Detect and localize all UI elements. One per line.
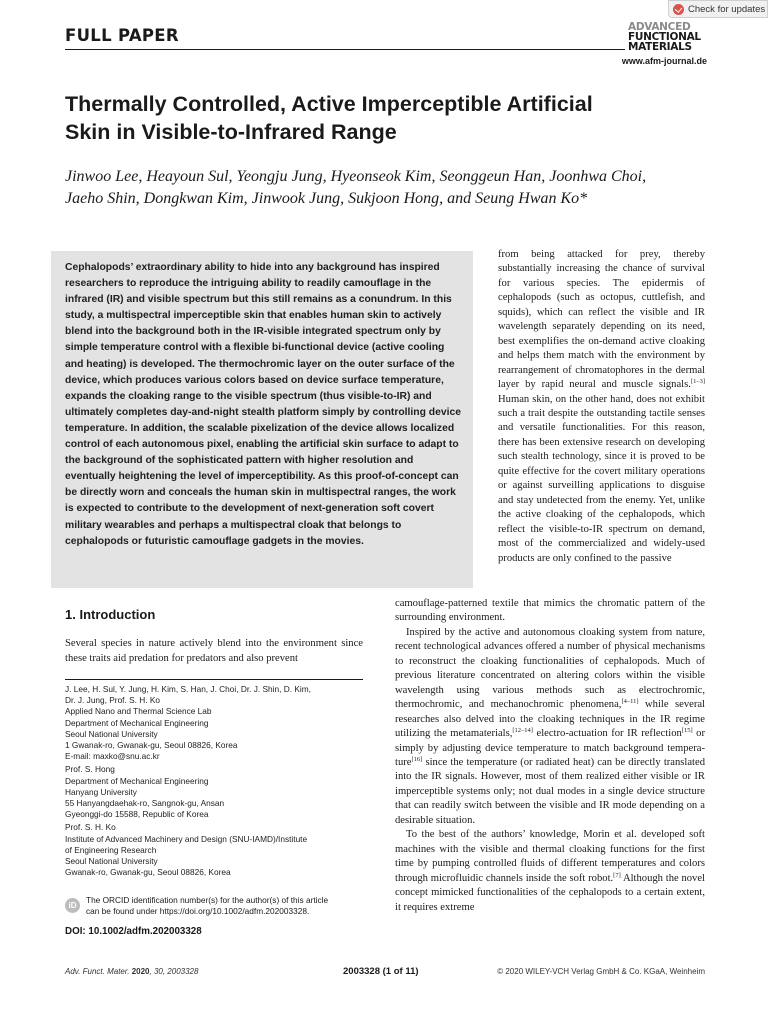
affiliation-line: Prof. S. Hong [65, 764, 115, 775]
affiliation-divider [65, 679, 363, 680]
orcid-line-2[interactable]: can be found under https://doi.org/10.1002/adfm.202003328. [86, 906, 310, 916]
citation-ref[interactable]: [12–14] [512, 727, 533, 735]
orcid-note [65, 895, 385, 917]
citation-ref[interactable]: [7] [613, 871, 621, 879]
right-column-top [498, 248, 705, 566]
authors-line-2: Jaeho Shin, Dongkwan Kim, Jinwook Jung, Sukjoon Hong, and Seung Hwan Ko* [65, 190, 588, 207]
section-label: FULL PAPER [65, 26, 179, 45]
author-list [65, 166, 725, 210]
citation-ref[interactable]: [1–3] [690, 378, 705, 386]
footer-journal: Adv. Funct. Mater. [65, 967, 130, 976]
authors-line-1: Jinwoo Lee, Heayoun Sul, Yeongju Jung, Hyeonseok Kim, Seonggeun Han, Joonhwa Choi, [65, 168, 647, 185]
affiliation-block-3 [65, 822, 375, 878]
title-line-2: Skin in Visible-to-Infrared Range [65, 120, 397, 144]
header-divider [65, 49, 625, 50]
affiliation-block-1 [65, 684, 375, 762]
footer-year: 2020 [131, 967, 150, 976]
affiliation-line: J. Lee, H. Sul, Y. Jung, H. Kim, S. Han, J. Choi, Dr. J. Shin, D. Kim, [65, 684, 311, 694]
body-paragraph [498, 248, 705, 566]
affiliation-line: Prof. S. H. Ko [65, 822, 116, 833]
affiliation-line: Hanyang University [65, 786, 137, 797]
body-paragraph [395, 828, 705, 915]
intro-paragraph: Several species in nature actively blend into the environment since these traits aid predation for predators and also prevent [65, 638, 363, 664]
text-run: since the temperature (or radiated heat) can be directly translated into the IR signals. However, most of them realized either visible or IR imperceptible systems only; not dual modes in a single device structure that can readily switch between the visible and IR mode depending on a desirable situation. [395, 756, 705, 826]
title-line-1: Thermally Controlled, Active Imperceptible Artificial [65, 92, 593, 116]
affiliations [65, 684, 375, 880]
footer-copyright: © 2020 WILEY-VCH Verlag GmbH & Co. KGaA, Weinheim [497, 967, 705, 976]
abstract-text: Cephalopods’ extraordinary ability to hide into any background has inspired researchers to reproduce the intriguing ability to readily camouflage in the infrared (IR) and visible spectrum but this still remains as a conundrum. In this study, a multispectral imperceptible skin that enables human skin to actively blend into the background both in the IR-visible integrated spectrum only by simple temperature control with a flexible bi-functional device (active cooling and heating) is developed. The thermochromic layer on the outer surface of the device, which produces various colors based on device surface temperature, expands the cloaking range to the visible spectrum (thus visible-to-IR) and ultimately completes day-and-night stealth platform simply by controlling device temperature. In addition, the scalable pixelization of the device allows localized control of each autonomous pixel, enabling the artificial skin surface to adapt to the background of the sophisticated pattern with higher resolution and eventually heightening the level of imperceptibility. As this proof-of-concept can be directly worn and conceals the human skin in multispectral ranges, the work is expected to contribute to the development of next-generation soft covert military wearables and perhaps a multispectral cloak that belongs to cephalopods or futuristic camouflage gadgets in the movies. [65, 262, 462, 547]
orcid-text [86, 895, 328, 917]
logo-line-1: ADVANCED [628, 21, 691, 33]
affiliation-line: Seoul National University [65, 856, 158, 867]
affiliation-line: Institute of Advanced Machinery and Design (SNU-IAMD)/Institute [65, 833, 308, 844]
affiliation-line: Dr. J. Jung, Prof. S. H. Ko [65, 695, 160, 706]
affiliation-line: Gyeonggi-do 15588, Republic of Korea [65, 809, 209, 820]
text-run: To the best of the authors’ knowledge, Morin et al. developed soft machines with the visible and thermal cloaking functions for the first time by pumping controlled fluids of different temperatures and colors through microfluidic channels inside the soft robot. [395, 829, 705, 884]
citation-ref[interactable]: [16] [411, 755, 423, 763]
affiliation-line: Seoul National University [65, 728, 158, 739]
affiliation-line: Department of Mechanical Engineering [65, 775, 209, 786]
footer-page-number: 2003328 (1 of 11) [343, 966, 419, 977]
footer-volume: , 30, 2003328 [149, 967, 199, 976]
email-link[interactable]: E-mail: maxko@snu.ac.kr [65, 751, 160, 762]
check-updates-label: Check for updates [688, 3, 766, 15]
logo-line-2: FUNCTIONAL [628, 31, 701, 43]
footer-citation [65, 967, 198, 976]
doi-link[interactable]: DOI: 10.1002/adfm.202003328 [65, 926, 202, 937]
affiliation-line: 55 Hanyangdaehak-ro, Sangnok-gu, Ansan [65, 798, 225, 809]
affiliation-line: of Engineering Research [65, 844, 157, 855]
orcid-line-1: The ORCID identification number(s) for the author(s) of this article [86, 895, 329, 905]
right-column-bottom [395, 597, 705, 915]
logo-line-3: MATERIALS [628, 41, 692, 53]
text-run: from being attacked for prey, thereby substantially increasing the chance of survival for various species. The epidermis of cephalopods (such as octopus, cuttlefish, and squids), which can reflect the visible and IR wavelength separately depending on its need, best exemplifies the on-demand active cloaking and helps them match with the environment by rearrangement of chromatophores in the dermal layer by rapid neural and muscle signals. [498, 249, 705, 391]
body-paragraph [395, 626, 705, 828]
text-run: Human skin, on the other hand, does not exhibit such a trait despite the outstanding tactile senses and versatile functionalities. For this reason, there has been extensive research on developing such stealth technology, since it is proved to be quite effective for the covert military operations or against surveilling applications to disguise and stay undetected from the enemy. Yet, unlike the active cloaking of the cephalopods, which reflect the visible-to-IR spectrum on demand, most of the commercialized and widely-used products are only confined to the passive [498, 393, 705, 564]
affiliation-block-2 [65, 764, 375, 820]
text-run: Inspired by the active and autonomous cloaking system from nature, recent technological advances offered a number of physical mechanisms to reconstruct the cloaking functionalities of cephalopods. Much of previous literature concentrated on altering colors within the visible wavelength using various methods such as electrochromic, thermochromic, and mechanochromic phenomena, [395, 626, 705, 711]
check-for-updates-button[interactable] [668, 0, 768, 18]
affiliation-line: Applied Nano and Thermal Science Lab [65, 706, 212, 717]
text-run: while several researches also delved into the cloaking techniques in the IR regime utilizing the metamaterials, [395, 699, 705, 740]
orcid-icon: iD [65, 898, 80, 913]
paper-title [65, 90, 705, 146]
citation-ref[interactable]: [4–11] [621, 698, 639, 706]
text-run: electro-actuation for IR reflection [532, 728, 682, 740]
intro-heading: 1. Introduction [65, 607, 156, 622]
check-updates-icon [673, 4, 684, 15]
text-run: Although the novel concept mimicked functionalities of the cephalopods to a certain extent, it requires extreme [395, 872, 705, 913]
body-paragraph: camouflage-patterned textile that mimics the chromatic pattern of the surrounding environment. [395, 598, 705, 624]
text-run: or simply by adjusting device temperature to match background temperature [395, 728, 705, 768]
affiliation-line: 1 Gwanak-ro, Gwanak-gu, Seoul 08826, Korea [65, 740, 238, 751]
journal-url-link[interactable]: www.afm-journal.de [621, 56, 707, 66]
abstract-box [51, 251, 473, 588]
journal-logo [628, 22, 708, 52]
citation-ref[interactable]: [15] [681, 727, 693, 735]
affiliation-line: Gwanak-ro, Gwanak-gu, Seoul 08826, Korea [65, 867, 231, 878]
affiliation-line: Department of Mechanical Engineering [65, 717, 209, 728]
